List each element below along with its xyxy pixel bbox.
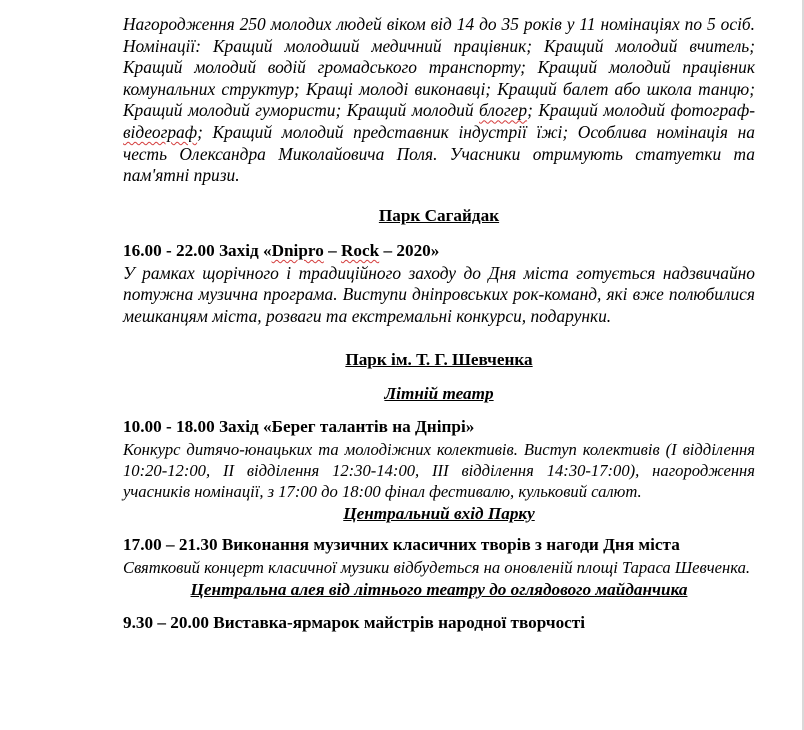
event-word-rock: Rock (340, 240, 380, 260)
awards-text-part2: ; Кращий молодий фотограф- (527, 100, 755, 121)
heading-park-sagaydak: Парк Сагайдак (378, 205, 500, 225)
awards-word-videographer: відеограф (123, 121, 198, 142)
subheading-central-alley: Центральна алея від літнього театру до оглядового майданчика (190, 580, 688, 600)
event-dnipro-rock-description: У рамках щорічного і традиційного заходу до Дня міста готується надзвичайно потужна музична програма. Виступи дніпровських рок-команд, які вже полюбилися мешканцям міста, розваги та екстремальні конкурси, подарунки. (123, 262, 755, 326)
heading-park-shevchenko: Парк ім. Т. Г. Шевченка (345, 349, 533, 369)
event-dash: – (323, 240, 341, 260)
event-fair-title: 9.30 – 20.00 Виставка-ярмарок майстрів народної творчості (123, 613, 586, 633)
awards-text-part1: Нагородження 250 молодих людей віком від 14 до 35 років у 11 номінаціях по 5 осіб. Номінації: Кращий молодший медичний працівник; Кращий молодий вчитель; Кращий молодий водій громадського транспорту; Кращий молодий працівник комунальних структур; Кращі молоді виконавці; Кращий балет або школа танцю; Кращий молодий гумористи; Кращий молодий (123, 14, 755, 121)
subheading-central-entrance: Центральний вхід Парку (343, 503, 535, 523)
event-talents-description: Конкурс дитячо-юнацьких та молодіжних колективів. Виступ колективів (І відділення 10:20-12:00, ІІ відділення 12:30-14:00, ІІІ відділення 14:30-17:00), нагородження учасників номінації, з 17:00 до 18:00 фінал фестивалю, кульковий салют. (123, 439, 755, 502)
awards-text-part3: ; Кращий молодий представник індустрії їжі; Особлива номінація на честь Олександра Миколайовича Поля. Учасники отримують статуетки та пам'ятні призи. (123, 121, 755, 186)
event-dnipro-rock-time: 16.00 - 22.00 Захід « (123, 240, 272, 260)
event-dnipro-rock-year: – 2020» (379, 240, 440, 260)
event-classical-music-description: Святковий концерт класичної музики відбудеться на оновленій площі Тараса Шевченка. (123, 557, 751, 577)
subheading-summer-theatre: Літній театр (384, 383, 494, 403)
event-dnipro-rock-title (123, 240, 755, 262)
event-talents-title: 10.00 - 18.00 Захід «Берег талантів на Дніпрі» (123, 416, 475, 436)
event-classical-music-title: 17.00 – 21.30 Виконання музичних класичних творів з нагоди Дня міста (123, 534, 680, 554)
awards-word-blogger: блогер (479, 100, 528, 121)
event-word-dnipro: Dnipro (271, 240, 324, 260)
awards-paragraph (123, 14, 755, 187)
document-content (123, 14, 755, 634)
